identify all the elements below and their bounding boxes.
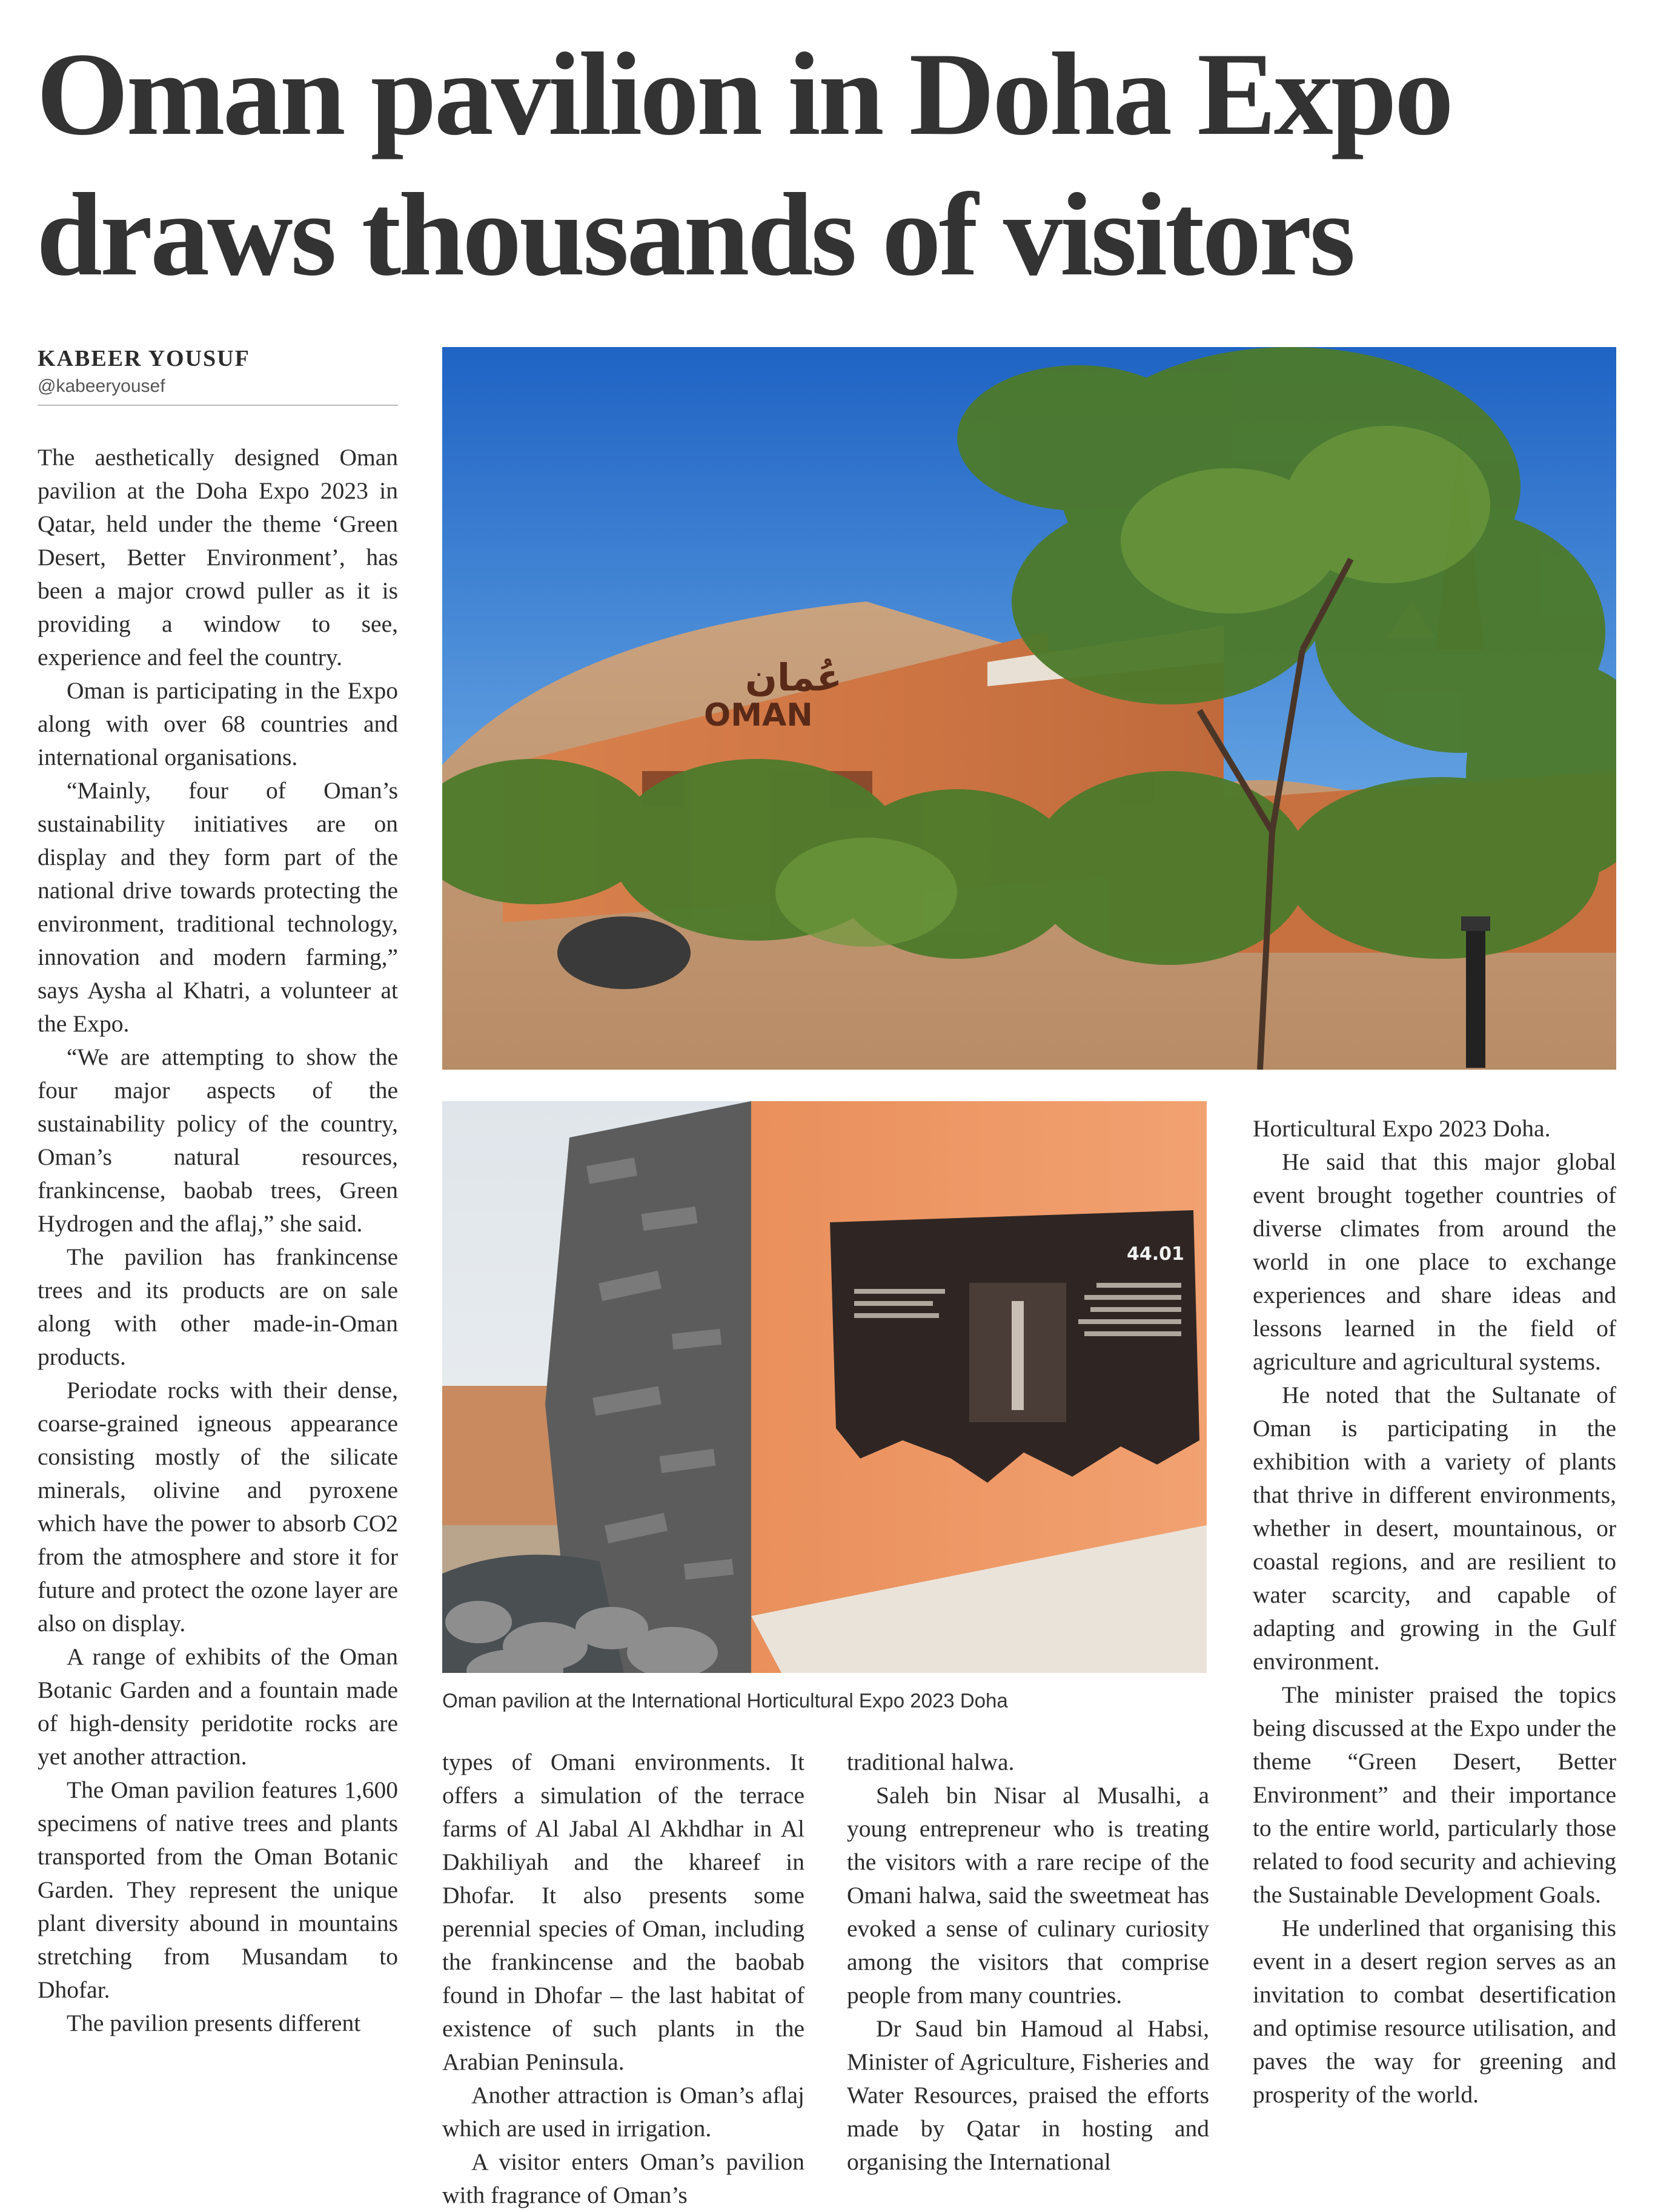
paragraph: Oman is participating in the Expo along with over 68 countries and international organisations. bbox=[38, 677, 398, 770]
sign-latin: OMAN bbox=[704, 697, 813, 733]
headline-line-2: draws thousands of visitors bbox=[36, 169, 1353, 300]
paragraph: Dr Saud bin Hamoud al Habsi, Minister of Agriculture, Fisheries and Water Resources, praised the efforts made by Qatar in hosting and organising the International bbox=[847, 2015, 1209, 2175]
paragraph: “Mainly, four of Oman’s sustainability initiatives are on display and they form part of the national drive towards protecting the environment, traditional technology, innovation and modern farming,” says Aysha al Khatri, a volunteer at the Expo. bbox=[38, 777, 398, 1037]
paragraph: The aesthetically designed Oman pavilion at the Doha Expo 2023 in Qatar, held under the theme ‘Green Desert, Better Environment’, has been a major crowd puller as it is providing a window to see, experience and feel the country. bbox=[38, 444, 398, 671]
author-handle[interactable]: @kabeeryousef bbox=[38, 373, 398, 406]
paragraph: The pavilion has frankincense trees and its products are on sale along with other made-in-Oman products. bbox=[38, 1243, 398, 1370]
paragraph: He underlined that organising this event in a desert region serves as an invitation to combat desertification and optimise resource utilisation, and paves the way for greening and prosperity of the world. bbox=[1253, 1915, 1616, 2108]
paragraph: “We are attempting to show the four major aspects of the sustainability policy of the country, Oman’s natural resources, frankincense, baobab trees, Green Hydrogen and the aflaj,” she said. bbox=[38, 1044, 398, 1237]
author-name: KABEER YOUSUF bbox=[38, 346, 250, 371]
byline bbox=[38, 344, 398, 406]
paragraph: The Oman pavilion features 1,600 specimens of native trees and plants transported from the Oman Botanic Garden. They represent the unique plant diversity abound in mountains stretching from Musandam to Dhofar. bbox=[38, 1777, 398, 2003]
column-3 bbox=[847, 1746, 1209, 2179]
paragraph: A visitor enters Oman’s pavilion with fragrance of Oman’s bbox=[442, 2148, 804, 2208]
paragraph: traditional halwa. bbox=[847, 1749, 1015, 1775]
column-4 bbox=[1253, 1112, 1616, 2111]
paragraph: types of Omani environments. It offers a simulation of the terrace farms of Al Jabal Al Akhdhar in Al Dakhiliyah and the khareef in Dhofar. It also presents some perennial species of Oman, including the frankincense and the baobab found in Dhofar – the last habitat of existence of such plants in the Arabian Peninsula. bbox=[442, 1749, 804, 2075]
paragraph: Horticultural Expo 2023 Doha. bbox=[1253, 1115, 1551, 1142]
sign-arabic: عُمان bbox=[745, 655, 843, 700]
paragraph: The minister praised the topics being discussed at the Expo under the theme “Green Desert, Better Environment” and their importance to the entire world, particularly those related to food security and achieving the Sustainable Development Goals. bbox=[1253, 1681, 1616, 1908]
headline bbox=[36, 24, 1623, 305]
paragraph: Saleh bin Nisar al Musalhi, a young entrepreneur who is treating the visitors with a rare recipe of the Omani halwa, said the sweetmeat has evoked a sense of culinary curiosity among the visitors that comprise people from many countries. bbox=[847, 1782, 1209, 2008]
paragraph: Another attraction is Oman’s aflaj which are used in irrigation. bbox=[442, 2082, 804, 2142]
panel-number: 44.01 bbox=[1127, 1243, 1184, 1265]
paragraph: He noted that the Sultanate of Oman is participating in the exhibition with a variety of plants that thrive in different environments, whether in desert, mountainous, or coastal regions, and are resilient to water scarcity, and capable of adapting and growing in the Gulf environment. bbox=[1253, 1382, 1616, 1675]
paragraph: Periodate rocks with their dense, coarse-grained igneous appearance consisting mostly of the silicate minerals, olivine and pyroxene which have the power to absorb CO2 from the atmosphere and store it for future and protect the ozone layer are also on display. bbox=[38, 1377, 398, 1637]
headline-line-1: Oman pavilion in Doha Expo bbox=[36, 28, 1451, 160]
rock-wall-photo bbox=[442, 1101, 1207, 1673]
paragraph: A range of exhibits of the Oman Botanic Garden and a fountain made of high-density peridotite rocks are yet another attraction. bbox=[38, 1643, 398, 1770]
column-2 bbox=[442, 1746, 804, 2212]
pavilion-photo bbox=[442, 347, 1616, 1070]
column-1 bbox=[38, 441, 398, 2040]
photo-caption: Oman pavilion at the International Horticultural Expo 2023 Doha bbox=[442, 1689, 1008, 1712]
paragraph: He said that this major global event brought together countries of diverse climates from around the world in one place to exchange experiences and share ideas and lessons learned in the field of agriculture and agricultural systems. bbox=[1253, 1148, 1616, 1375]
paragraph: The pavilion presents different bbox=[67, 2010, 361, 2036]
